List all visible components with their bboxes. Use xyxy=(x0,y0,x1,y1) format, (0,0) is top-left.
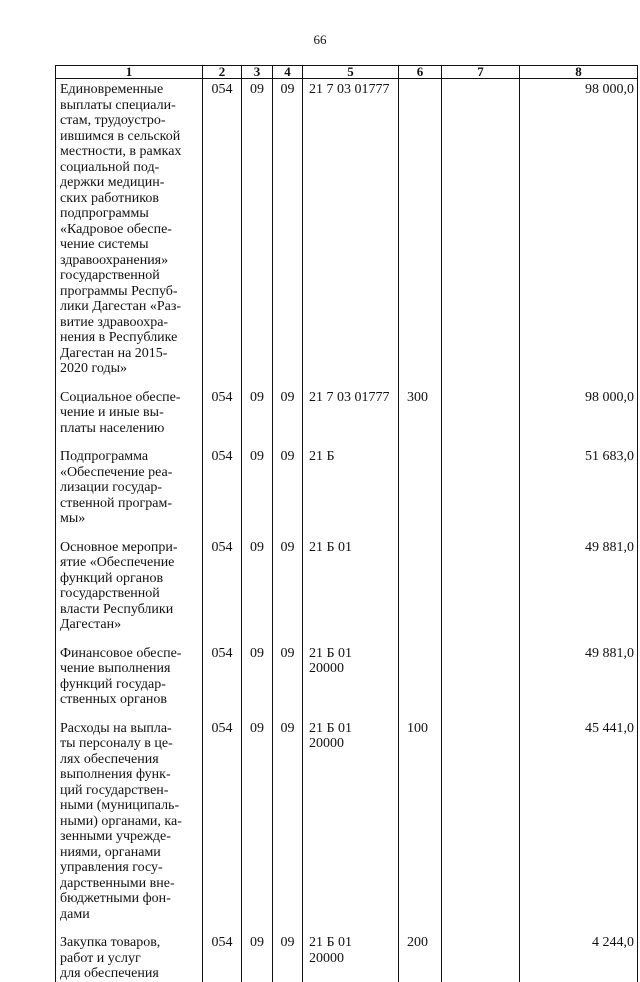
expense-type-code: 100 xyxy=(399,708,442,923)
ministry-code: 054 xyxy=(203,708,242,923)
column-7-cell xyxy=(442,708,520,923)
ministry-code: 054 xyxy=(203,436,242,527)
column-header-8: 8 xyxy=(520,66,638,79)
section-code: 09 xyxy=(242,527,273,633)
subsection-code: 09 xyxy=(273,708,303,923)
expense-type-code: 300 xyxy=(399,377,442,437)
target-article-code: 21 Б 01 xyxy=(303,527,399,633)
table-row xyxy=(56,633,638,708)
column-header-2: 2 xyxy=(203,66,242,79)
expense-type-code xyxy=(399,436,442,527)
ministry-code: 054 xyxy=(203,922,242,982)
page-number: 66 xyxy=(313,32,327,47)
row-name: Расходы на выпла- ты персоналу в це- лях обеспечения выполнения функ- ций государствен- ными (муниципаль- ными) органами, ка- зенными учрежде- ниями, органами управления госу- дарственными вне- бюджетными фон- дами xyxy=(56,708,203,923)
section-code: 09 xyxy=(242,79,273,377)
column-header-5: 5 xyxy=(303,66,399,79)
column-header-6: 6 xyxy=(399,66,442,79)
row-name: Социальное обеспе- чение и иные вы- платы населению xyxy=(56,377,203,437)
table-header-row xyxy=(56,66,638,79)
amount: 51 683,0 xyxy=(520,436,638,527)
column-header-1: 1 xyxy=(56,66,203,79)
expense-type-code: 200 xyxy=(399,922,442,982)
budget-table xyxy=(55,65,638,982)
section-code: 09 xyxy=(242,377,273,437)
column-header-7: 7 xyxy=(442,66,520,79)
target-article-code: 21 7 03 01777 xyxy=(303,377,399,437)
ministry-code: 054 xyxy=(203,377,242,437)
table-row xyxy=(56,708,638,923)
table-row xyxy=(56,377,638,437)
ministry-code: 054 xyxy=(203,79,242,377)
amount: 98 000,0 xyxy=(520,377,638,437)
column-7-cell xyxy=(442,436,520,527)
row-name: Основное меропри- ятие «Обеспечение функций органов государственной власти Республики Дагестан» xyxy=(56,527,203,633)
subsection-code: 09 xyxy=(273,922,303,982)
row-name: Закупка товаров, работ и услуг для обеспечения xyxy=(56,922,203,982)
column-7-cell xyxy=(442,377,520,437)
expense-type-code xyxy=(399,633,442,708)
target-article-code: 21 Б 01 20000 xyxy=(303,922,399,982)
target-article-code: 21 Б 01 20000 xyxy=(303,708,399,923)
column-7-cell xyxy=(442,79,520,377)
section-code: 09 xyxy=(242,922,273,982)
ministry-code: 054 xyxy=(203,527,242,633)
amount: 4 244,0 xyxy=(520,922,638,982)
amount: 49 881,0 xyxy=(520,633,638,708)
table-row xyxy=(56,527,638,633)
section-code: 09 xyxy=(242,708,273,923)
row-name: Подпрограмма «Обеспечение реа- лизации государ- ственной програм- мы» xyxy=(56,436,203,527)
table-row xyxy=(56,922,638,982)
subsection-code: 09 xyxy=(273,527,303,633)
subsection-code: 09 xyxy=(273,436,303,527)
target-article-code: 21 Б 01 20000 xyxy=(303,633,399,708)
row-name: Единовременные выплаты специали- стам, трудоустро- ившимся в сельской местности, в рамках социальной под- держки медицин- ских работников подпрограммы «Кадровое обеспе- чение системы здравоохранения» государственной программы Респуб- лики Дагестан «Раз- витие здравоохра- нения в Республике Дагестан на 2015- 2020 годы» xyxy=(56,79,203,377)
target-article-code: 21 Б xyxy=(303,436,399,527)
column-7-cell xyxy=(442,527,520,633)
ministry-code: 054 xyxy=(203,633,242,708)
amount: 49 881,0 xyxy=(520,527,638,633)
subsection-code: 09 xyxy=(273,377,303,437)
section-code: 09 xyxy=(242,436,273,527)
subsection-code: 09 xyxy=(273,79,303,377)
expense-type-code xyxy=(399,79,442,377)
section-code: 09 xyxy=(242,633,273,708)
table-row xyxy=(56,79,638,377)
expense-type-code xyxy=(399,527,442,633)
column-header-3: 3 xyxy=(242,66,273,79)
table-row xyxy=(56,436,638,527)
column-7-cell xyxy=(442,633,520,708)
column-7-cell xyxy=(442,922,520,982)
target-article-code: 21 7 03 01777 xyxy=(303,79,399,377)
column-header-4: 4 xyxy=(273,66,303,79)
subsection-code: 09 xyxy=(273,633,303,708)
amount: 45 441,0 xyxy=(520,708,638,923)
row-name: Финансовое обеспе- чение выполнения функций государ- ственных органов xyxy=(56,633,203,708)
amount: 98 000,0 xyxy=(520,79,638,377)
